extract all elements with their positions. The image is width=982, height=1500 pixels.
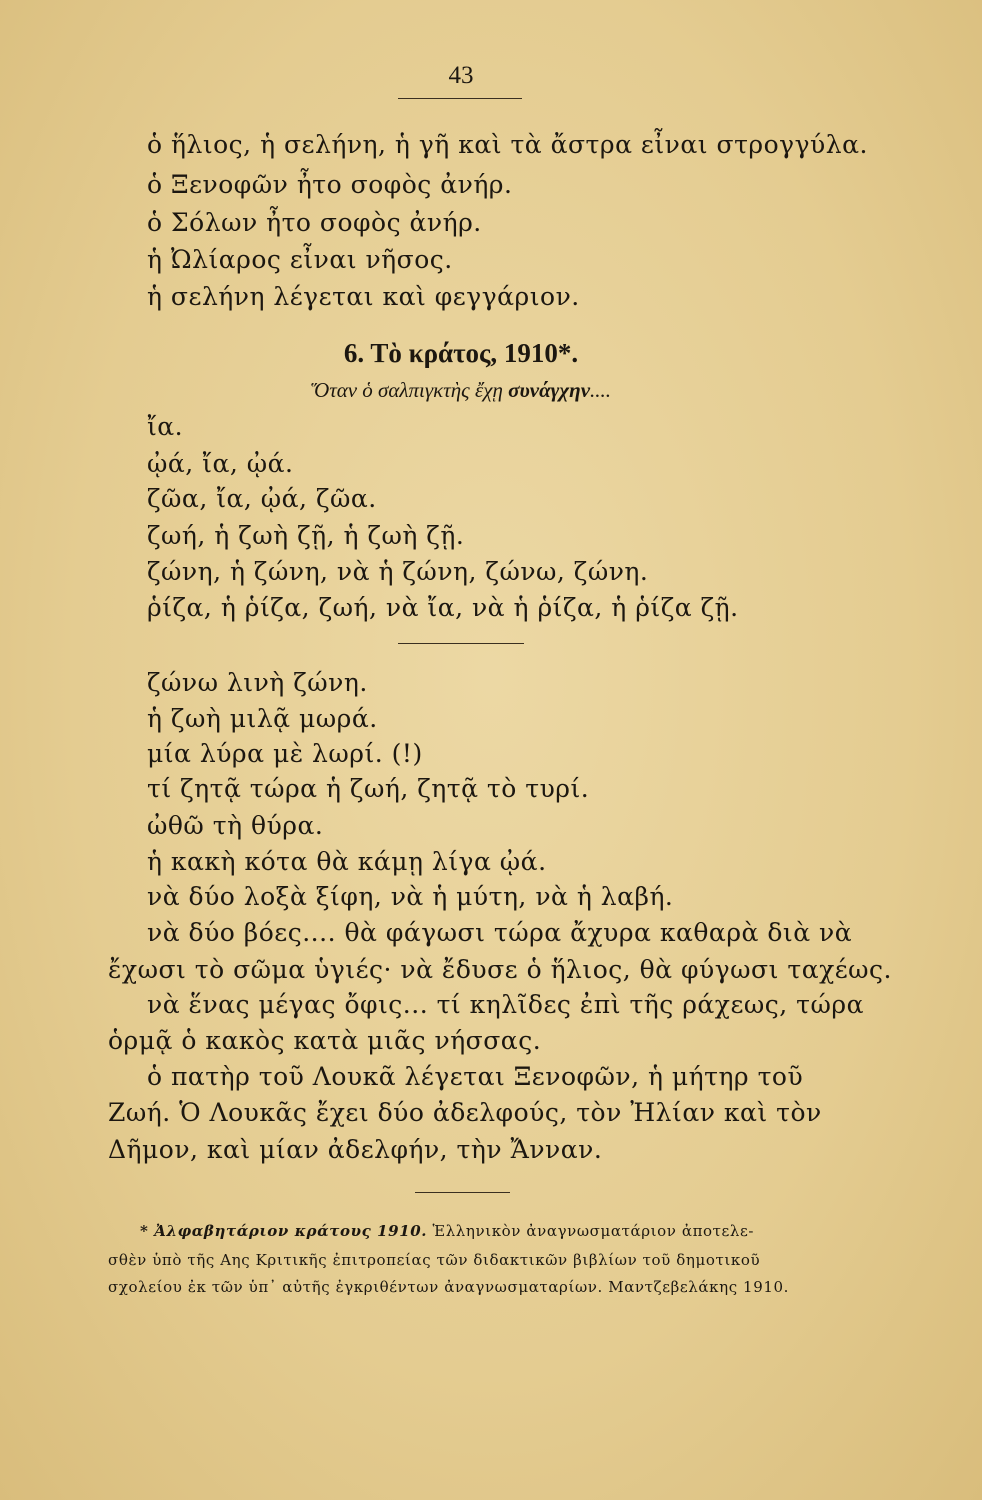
footnote-line: σθὲν ὑπὸ τῆς Αης Κριτικῆς ἐπιτροπείας τῶν διδακτικῶν βιβλίων τοῦ δημοτικοῦ (108, 1251, 761, 1269)
text-line: ζωή, ἡ ζωὴ ζῇ, ἡ ζωὴ ζῇ. (147, 521, 465, 550)
epigraph-tail: .... (590, 378, 612, 402)
text-line: μία λύρα μὲ λωρί. (!) (147, 739, 423, 768)
epigraph-bold-word: συνάγχην (508, 378, 591, 402)
epigraph (0, 378, 922, 403)
footnote-text: Ἑλληνικὸν ἀναγνωσματάριον ἀποτελε- (427, 1222, 755, 1240)
text-line: ζώνω λινὴ ζώνη. (147, 668, 368, 697)
text-line: ἡ ζωὴ μιλᾷ μωρά. (147, 704, 378, 733)
text-line: ἔχωσι τὸ σῶμα ὑγιές· νὰ ἔδυσε ὁ ἥλιος, θὰ φύγωσι ταχέως. (108, 955, 893, 984)
text-line: ὁ Σόλων ἦτο σοφὸς ἀνήρ. (147, 208, 482, 237)
footnote-title: * Ἀλφαβητάριον κράτους 1910. (140, 1222, 428, 1240)
text-line: ὁ Ξενοφῶν ἦτο σοφὸς ἀνήρ. (147, 170, 513, 199)
section-rule (398, 643, 524, 644)
footnote-line (140, 1222, 754, 1240)
footnote-line: σχολείου ἐκ τῶν ὑπ᾽ αὐτῆς ἐγκριθέντων ἀναγνωσματαρίων. Μαντζεβελάκης 1910. (108, 1278, 789, 1296)
text-line: ὁρμᾷ ὁ κακὸς κατὰ μιᾶς νήσσας. (108, 1026, 542, 1055)
text-line: ἡ κακὴ κότα θὰ κάμῃ λίγα ᾠά. (147, 847, 547, 876)
text-line: νὰ ἕνας μέγας ὄφις... τί κηλῖδες ἐπὶ τῆς ράχεως, τώρα (147, 990, 864, 1019)
text-line: ἡ σελήνη λέγεται καὶ φεγγάριον. (147, 282, 580, 311)
text-line: ᾠά, ἴα, ᾠά. (147, 449, 294, 478)
epigraph-text: Ὅταν ὁ σαλπιγκτὴς ἔχῃ (310, 378, 509, 402)
text-line: ὁ ἥλιος, ἡ σελήνη, ἡ γῆ καὶ τὰ ἄστρα εἶναι στρογγύλα. (147, 130, 868, 159)
text-line: ἴα. (147, 412, 184, 441)
text-line: ὠθῶ τὴ θύρα. (147, 811, 324, 840)
text-line: Δῆμον, καὶ μίαν ἀδελφήν, τὴν Ἄνναν. (108, 1135, 603, 1164)
text-line: ῥίζα, ἡ ῥίζα, ζωή, νὰ ἴα, νὰ ἡ ῥίζα, ἡ ῥίζα ζῇ. (147, 593, 739, 622)
text-line: ζώνη, ἡ ζώνη, νὰ ἡ ζώνη, ζώνω, ζώνη. (147, 557, 649, 586)
text-line: ἡ Ὠλίαρος εἶναι νῆσος. (147, 245, 453, 274)
text-line: Ζωή. Ὁ Λουκᾶς ἔχει δύο ἀδελφούς, τὸν Ἠλίαν καὶ τὸν (108, 1098, 822, 1127)
text-line: ὁ πατὴρ τοῦ Λουκᾶ λέγεται Ξενοφῶν, ἡ μήτηρ τοῦ (147, 1062, 804, 1091)
footnote-rule (415, 1192, 510, 1193)
text-line: νὰ δύο βόες.... θὰ φάγωσι τώρα ἄχυρα καθαρὰ διὰ νὰ (147, 918, 853, 947)
text-line: νὰ δύο λοξὰ ξίφη, νὰ ἡ μύτη, νὰ ἡ λαβή. (147, 882, 674, 911)
page-number: 43 (448, 62, 474, 89)
text-line: ζῶα, ἴα, ᾠά, ζῶα. (147, 484, 377, 513)
header-rule (398, 98, 522, 99)
section-heading: 6. Τὸ κράτος, 1910*. (343, 338, 579, 368)
text-line: τί ζητᾷ τώρα ἡ ζωή, ζητᾷ τὸ τυρί. (147, 774, 590, 803)
